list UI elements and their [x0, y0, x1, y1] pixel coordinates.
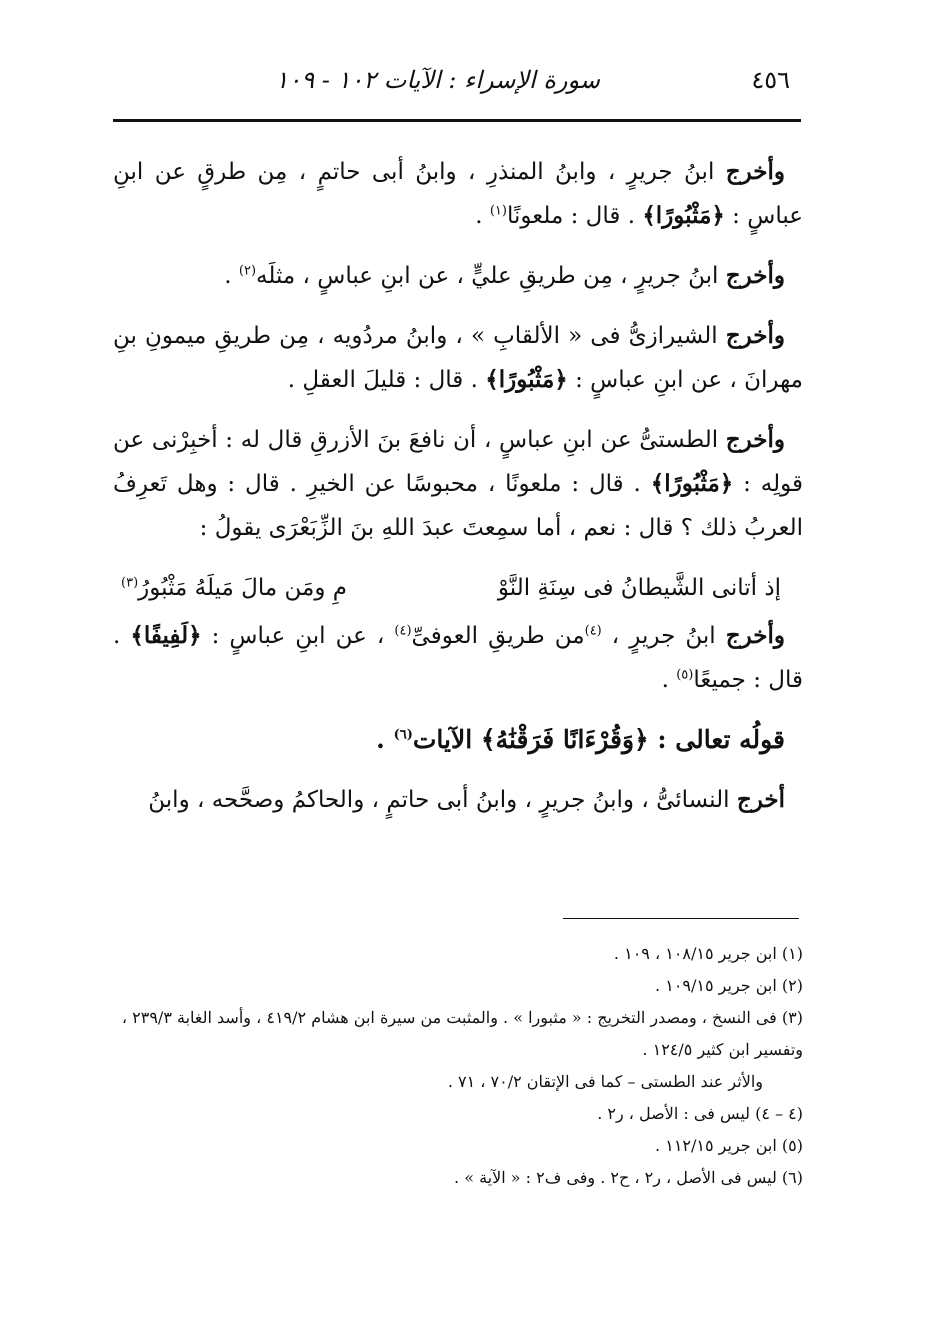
- footnote-ref: (٣): [121, 575, 139, 591]
- footnote-ref: (٥): [676, 667, 694, 683]
- footnote-ref-open: (٤): [584, 623, 602, 639]
- poem-hemistich-1: إذ أتانى الشَّيطانُ فى سِنَةِ النَّوْ: [497, 575, 781, 601]
- paragraph-1: [113, 150, 803, 238]
- paragraph-4: [113, 418, 803, 550]
- quran-quote: ﴿مَثْبُورًا﴾: [642, 202, 725, 229]
- poem-verse: [121, 566, 781, 610]
- running-title: سورة الإسراء : الآيات ١٠٢ - ١٠٩: [275, 66, 600, 94]
- paragraph-end: .: [661, 667, 677, 693]
- footnote-ref: (٢): [238, 263, 257, 279]
- quran-quote: ﴿مَثْبُورًا﴾: [485, 366, 568, 393]
- paragraph-6: [113, 778, 803, 822]
- main-text: [113, 150, 803, 838]
- footnote-rule: [563, 918, 799, 919]
- quran-quote: ﴿وَقُرْءَانًا فَرَقْنَٰهُ﴾: [480, 725, 649, 754]
- paragraph-text: . قال : ملعونًا: [506, 203, 643, 229]
- quran-quote: ﴿لَفِيفًا﴾: [130, 622, 202, 649]
- paragraph-lead: وأخرج: [725, 426, 785, 453]
- footnote-continuation: وتفسير ابن كثير ١٢٤/٥ .: [642, 1040, 803, 1059]
- footnote: (٣) فى النسخ ، ومصدر التخريج : « مثبورا » . والمثبت من سيرة ابن هشام ٤١٩/٢ ، وأسد الغابة ٢٣٩/٣ ،: [121, 1008, 803, 1027]
- footnote: (٦) ليس فى الأصل ، ر٢ ، ح٢ . وفى ف٢ : « الآية » .: [454, 1168, 803, 1187]
- paragraph-text: الشيرازىُّ فى « الألقابِ » ، وابنُ مردُويه ، مِن طريقِ ميمونِ بنِ مهرانَ ، عن ابنِ عباسٍ :: [113, 323, 803, 393]
- paragraph-lead: أخرج: [736, 786, 785, 813]
- page-header: [110, 66, 800, 106]
- footnote-ref-close: (٤): [394, 623, 412, 639]
- footnotes: [113, 938, 803, 1194]
- footnote: (٥) ابن جرير ١١٢/١٥ .: [655, 1136, 803, 1155]
- paragraph-end: . قال : ملعونًا ، محبوسًا عن الخيرِ . قال : وهل تَعرِفُ العربُ ذلك ؟ قال : نعم ، أما سمِعتَ عبدَ اللهِ بنَ الزِّبَعْرَى يقولُ :: [113, 471, 803, 541]
- paragraph-end: .: [475, 203, 490, 229]
- heading-end: .: [376, 725, 394, 754]
- poem-hemistich-2-wrap: [121, 566, 347, 610]
- heading-label: قولُه تعالى :: [648, 725, 785, 754]
- paragraph-lead: وأخرج: [725, 262, 785, 289]
- paragraph-lead: وأخرج: [725, 322, 785, 349]
- paragraph-text: ابنُ جريرٍ ،: [601, 623, 726, 649]
- footnote-ref: (٦): [393, 727, 413, 743]
- paragraph-text: ابنُ جريرٍ ، مِن طريقِ عليٍّ ، عن ابنِ عباسٍ ، مثلَه: [256, 263, 726, 289]
- header-rule: [113, 119, 801, 122]
- footnote-note: والأثر عند الطستى – كما فى الإتقان ٧٠/٢ ، ٧١ .: [447, 1072, 763, 1091]
- poem-hemistich-2: مِ ومَن مالَ مَيلَهُ مَثْبُورُ: [138, 575, 347, 601]
- page-number: ٤٥٦: [751, 66, 790, 94]
- footnote: (٢) ابن جرير ١٠٩/١٥ .: [655, 976, 803, 995]
- paragraph-text: الطستىُّ عن ابنِ عباسٍ ، أن نافعَ بنَ الأزرقِ قال له : أخبِرْنى عن قولِه :: [113, 427, 803, 497]
- footnote-ref: (١): [489, 203, 507, 219]
- paragraph-3: [113, 314, 803, 402]
- paragraph-lead: وأخرج: [725, 622, 785, 649]
- section-heading: [113, 718, 803, 762]
- heading-after: الآيات: [412, 725, 481, 754]
- paragraph-text: ، عن ابنِ عباسٍ :: [201, 623, 395, 649]
- footnote: (٤ – ٤) ليس فى : الأصل ، ر٢ .: [597, 1104, 803, 1123]
- footnote: (١) ابن جرير ١٠٨/١٥ ، ١٠٩ .: [613, 944, 803, 963]
- paragraph-text: النسائىُّ ، وابنُ جريرٍ ، وابنُ أبى حاتمٍ ، والحاكمُ وصحَّحه ، وابنُ: [148, 787, 737, 813]
- paragraph-2: [113, 254, 803, 298]
- paragraph-text: ابنُ جريرٍ ، وابنُ المنذرِ ، وابنُ أبى حاتمٍ ، مِن طرقٍ عن ابنِ عباسٍ :: [113, 159, 803, 229]
- paragraph-end: . قال : قليلَ العقلِ .: [287, 367, 486, 393]
- paragraph-lead: وأخرج: [725, 158, 785, 185]
- paragraph-text: . قال : جميعًا: [113, 623, 803, 693]
- quran-quote: ﴿مَثْبُورًا﴾: [650, 470, 734, 497]
- paragraph-5: [113, 614, 803, 702]
- paragraph-text: من طريقِ العوفىِّ: [411, 623, 585, 649]
- paragraph-end: .: [224, 263, 239, 289]
